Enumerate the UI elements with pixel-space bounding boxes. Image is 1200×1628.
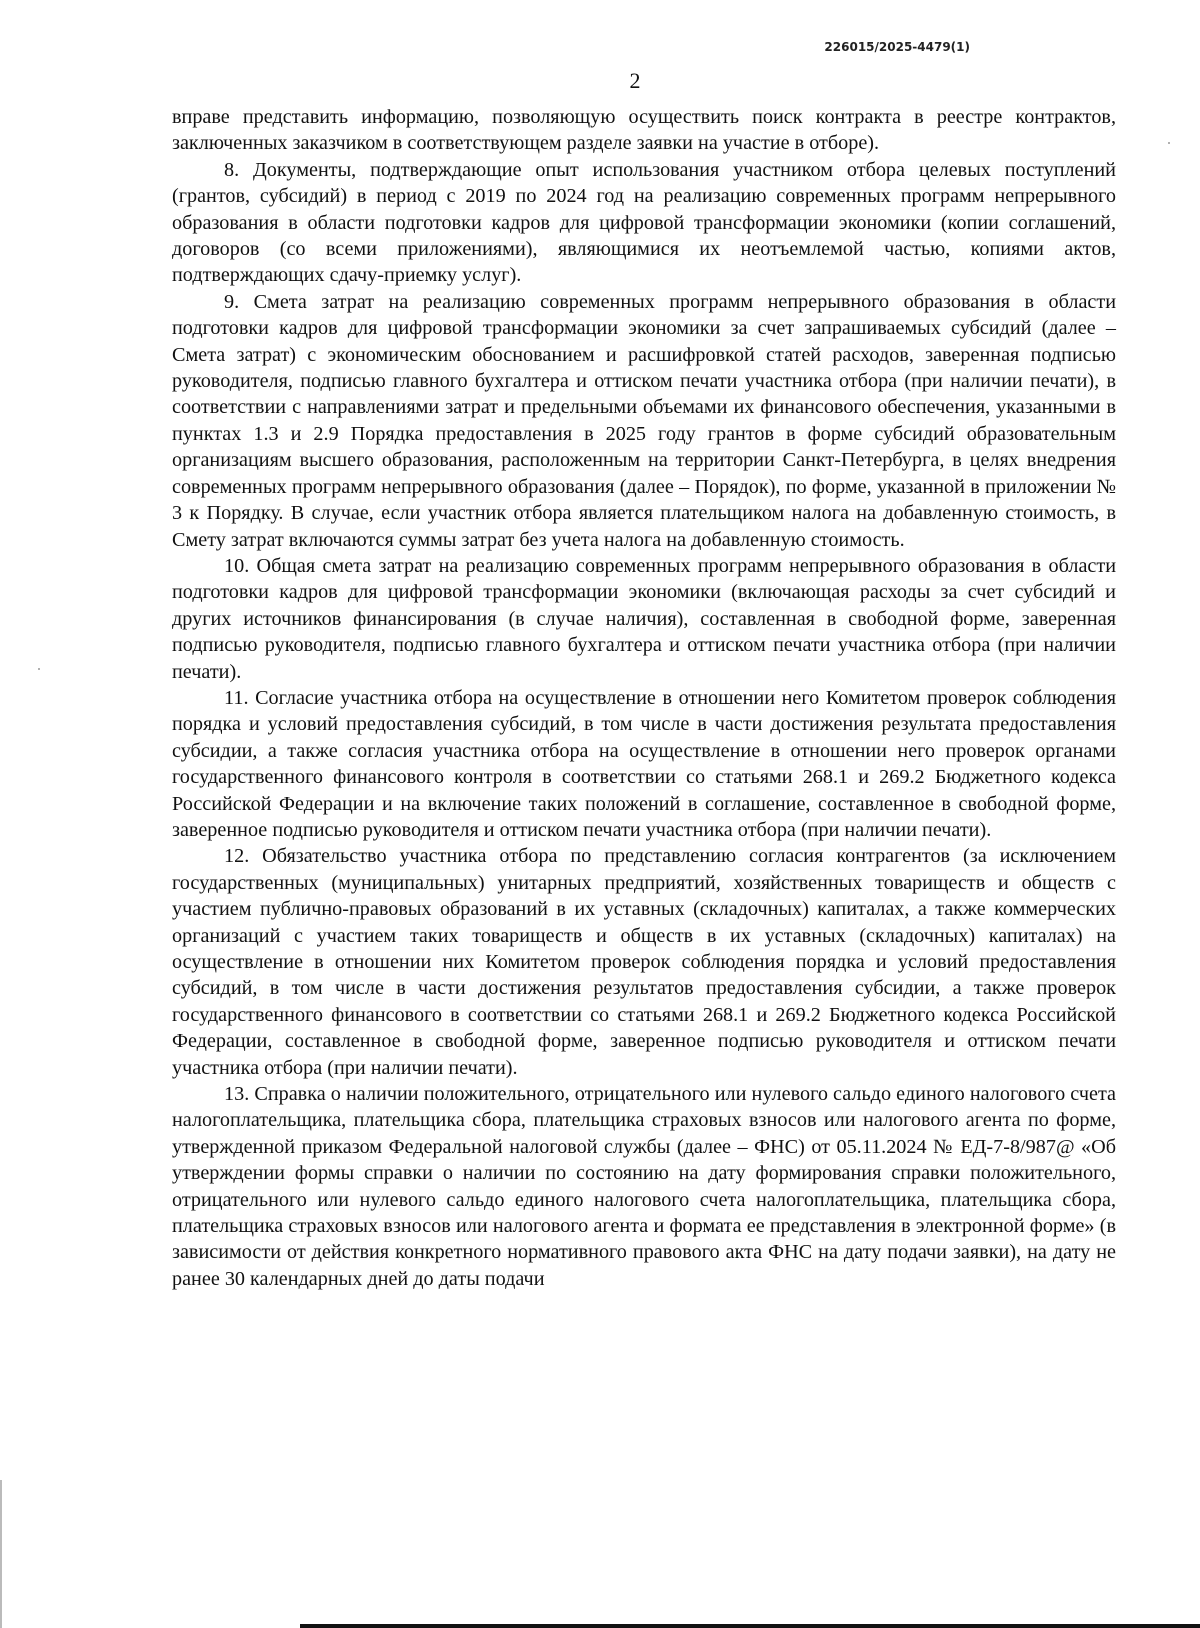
page-number: 2 [629,68,641,93]
scan-speck [1168,142,1170,144]
paragraph-item-13: 13. Справка о наличии положительного, отрицательного или нулевого сальдо единого налогового счета налогоплательщика, плательщика сбора, плательщика страховых взносов или налогового агента по форме, утвержденной приказом Федеральной налоговой службы (далее – ФНС) от 05.11.2024 № ЕД-7-8/987@ «Об утверждении формы справки о наличии по состоянию на дату формирования справки положительного, отрицательного или нулевого сальдо единого налогового счета налогоплательщика, плательщика сбора, плательщика страховых взносов или налогового агента и формата ее представления в электронной форме» (в зависимости от действия конкретного нормативного правового акта ФНС на дату подачи заявки), на дату не ранее 30 календарных дней до даты подачи [172,1083,1116,1290]
paragraph-item-9: 9. Смета затрат на реализацию современных программ непрерывного образования в области подготовки кадров для цифровой трансформации экономики за счет запрашиваемых субсидий (далее – Смета затрат) с экономическим обоснованием и расшифровкой статей расходов, заверенная подписью руководителя, подписью главного бухгалтера и оттиском печати участника отбора (при наличии печати), в соответствии с направлениями затрат и предельными объемами их финансового обеспечения, указанными в пунктах 1.3 и 2.9 Порядка предоставления в 2025 году грантов в форме субсидий образовательным организациям высшего образования, расположенным на территории Санкт-Петербурга, в целях внедрения современных программ непрерывного образования (далее – Порядок), по форме, указанной в приложении № 3 к Порядку. В случае, если участник отбора является плательщиком налога на добавленную стоимость, в Смету затрат включаются суммы затрат без учета налога на добавленную стоимость. [172,290,1116,551]
paragraph-item-10: 10. Общая смета затрат на реализацию современных программ непрерывного образования в области подготовки кадров для цифровой трансформации экономики (включающая расходы за счет субсидий и других источников финансирования (в случае наличия), составленная в свободной форме, заверенная подписью руководителя, подписью главного бухгалтера и оттиском печати участника отбора (при наличии печати). [172,554,1116,683]
scan-edge-bottom [300,1624,1200,1628]
paragraph-item-12: 12. Обязательство участника отбора по представлению согласия контрагентов (за исключением государственных (муниципальных) унитарных предприятий, хозяйственных товариществ и обществ с участием публично-правовых образований в их уставных (складочных) капиталах, а также коммерческих организаций с участием таких товариществ и обществ в их уставных (складочных) капиталах) на осуществление в отношении них Комитетом проверок соблюдения порядка и условий предоставления субсидий, в том числе в части достижения результатов предоставления субсидии, а также проверок государственного финансового в соответствии со статьями 268.1 и 269.2 Бюджетного кодекса Российской Федерации, составленное в свободной форме, заверенное подписью руководителя и оттиском печати участника отбора (при наличии печати). [172,845,1116,1079]
scan-speck [38,668,40,670]
document-body [172,104,1116,1292]
document-registration-number: 226015/2025-4479(1) [824,40,970,54]
paragraph-continuation: вправе представить информацию, позволяющую осуществить поиск контракта в реестре контрактов, заключенных заказчиком в соответствующем разделе заявки на участие в отборе). [172,106,1116,155]
paragraph-item-8: 8. Документы, подтверждающие опыт использования участником отбора целевых поступлений (грантов, субсидий) в период с 2019 по 2024 год на реализацию современных программ непрерывного образования в области подготовки кадров для цифровой трансформации экономики (копии соглашений, договоров (со всеми приложениями), являющимися их неотъемлемой частью, копиями актов, подтверждающих сдачу-приемку услуг). [172,158,1116,287]
paragraph-item-11: 11. Согласие участника отбора на осуществление в отношении него Комитетом проверок соблюдения порядка и условий предоставления субсидий, в том числе в части достижения результата предоставления субсидии, а также согласия участника отбора на осуществление в отношении него проверок органами государственного финансового контроля в соответствии со статьями 268.1 и 269.2 Бюджетного кодекса Российской Федерации и на включение таких положений в соглашение, составленное в свободной форме, заверенное подписью руководителя и оттиском печати участника отбора (при наличии печати). [172,686,1116,841]
scan-edge-left [0,1480,2,1628]
